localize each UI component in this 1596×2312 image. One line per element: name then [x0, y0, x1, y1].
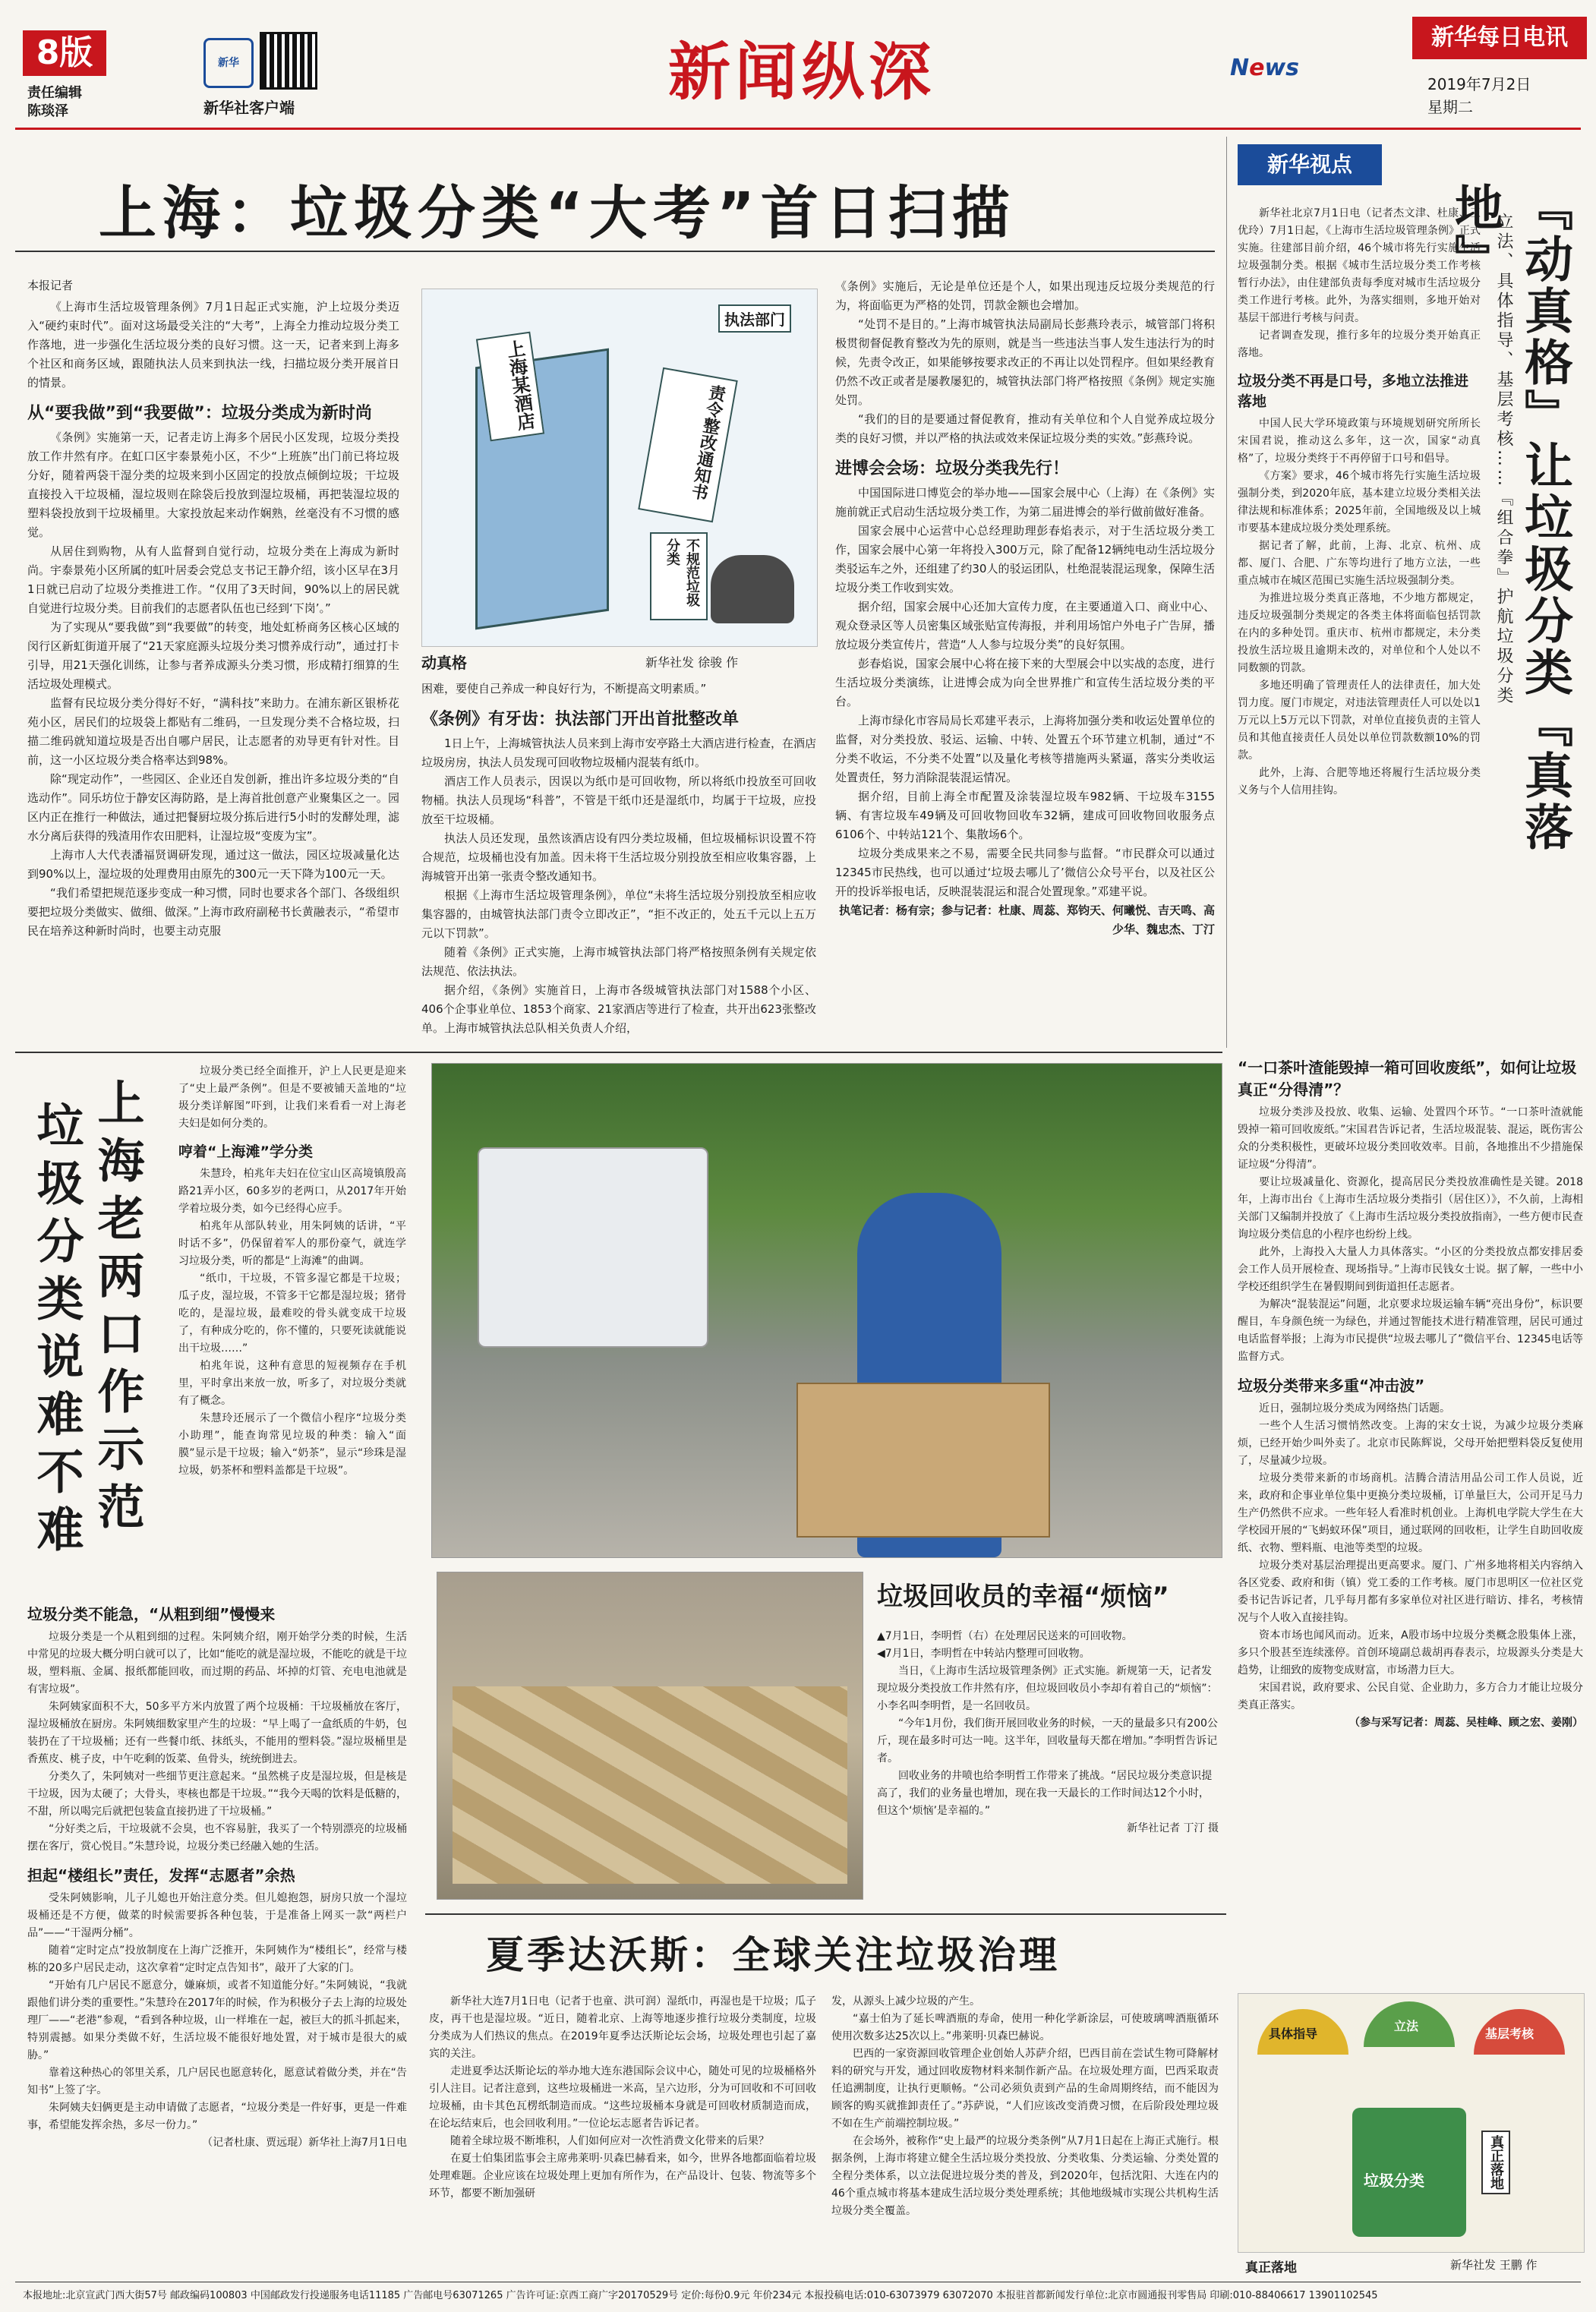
photo-credit: 新华社记者 丁汀 摄: [1127, 1822, 1219, 1834]
paragraph: “处罚不是目的。”上海市城管执法局副局长彭燕玲表示，城管部门将积极贯彻督促教育整改为先的原则，就是当一些违法当事人发生违法行为的时候，先责令改正，如果能够按要求改正的不再让以处罚程序。但如果经教育仍然不改正或者是屡教屡犯的，城管执法部门将严格按照《条例》规定实施处罚。: [835, 317, 1215, 407]
paragraph: 国家会展中心运营中心总经理助理彭春焰表示，对于生活垃圾分类工作，国家会展中心第一年将投入300万元，除了配备12辆纯电动生活垃圾分类驳运车之外，还组建了约30人的驳运团队，杜绝混装混运现象，保障生活垃圾分类工作收到实效。: [835, 524, 1215, 595]
truck-shape: [478, 1147, 708, 1348]
paragraph: 柏兆年从部队转业，用朱阿姨的话讲，“平时话不多”，仍保留着军人的那份豪气，就连学习垃圾分类，听的都是“上海滩”的曲调。: [178, 1220, 406, 1267]
paragraph: 随着《条例》正式实施，上海市城管执法部门将严格按照条例有关规定依法规范、依法执法。: [421, 945, 816, 978]
subheading: “一口茶叶渣能毁掉一箱可回收废纸”，如何让垃圾真正“分得清”？: [1238, 1058, 1577, 1099]
enforcement-label: 执法部门: [718, 304, 791, 333]
paragraph: 近日，强制垃圾分类成为网络热门话题。: [1259, 1402, 1450, 1415]
photo-caption-5: 回收业务的井喷也给李明哲工作带来了挑战。“居民垃圾分类意识提高了，我们的业务量也增加，现在我一天最长的工作时间达12个小时，但这个‘烦恼’是幸福的。”: [877, 1770, 1213, 1817]
hotel-sign: 上海某酒店: [476, 332, 544, 442]
paragraph: 监督有民垃圾分类分得好不好，“满科技”来助力。在浦东新区银桥花苑小区，居民们的垃圾袋上都贴有二维码，一旦发现分类不合格垃圾，扫描二维码就知道垃圾是否出自哪户居民，让志愿者的劝导更有针对性。目前，这一小区垃圾分类合格率达到98%。: [27, 696, 399, 767]
paragraph: 《条例》实施后，无论是单位还是个人，如果出现违反垃圾分类规范的行为，将面临更为严格的处罚，罚款金额也会增加。: [835, 279, 1215, 312]
headline-rule: [15, 251, 1215, 252]
photo-caption-2: ◀7月1日，李明哲在中转站内整理可回收物。: [877, 1648, 1090, 1660]
paragraph: 记者调查发现，推行多年的垃圾分类开始真正落地。: [1238, 330, 1481, 359]
photo-caption-1: ▲7月1日，李明哲（右）在处理居民送来的可回收物。: [877, 1630, 1133, 1642]
photo-caption-4: “今年1月份，我们街开展回收业务的时候，一天的量最多只有200公斤，现在最多时可达一吨。这半年，回收量每天都在增加。”李明哲告诉记者。: [877, 1717, 1218, 1765]
issue-weekday: 星期二: [1427, 98, 1473, 116]
page-number-badge: [23, 30, 106, 76]
masthead: [0, 0, 1596, 129]
paragraph: 走进夏季达沃斯论坛的举办地大连东港国际会议中心，随处可见的垃圾桶格外引人注目。记者注意到，这些垃圾桶进一米高，呈六边形，分为可回收和不可回收垃圾桶，由卡其色瓦楞纸制造而成。“这些垃圾桶本身就是可回收材质制造而成，在论坛结束后，也会回收利用。”一位论坛志愿者告诉记者。: [429, 2065, 816, 2130]
vertical-title: 『动真格』让垃圾分类『真落地』: [1446, 182, 1573, 853]
client-label: 新华社客户端: [203, 99, 295, 117]
cartoon-credit: 新华社发 徐骏 作: [645, 655, 739, 670]
paragraph: 中国人民大学环境政策与环境规划研究所所长宋国君说，推动这么多年，这一次，国家“动真格”了，垃圾分类终于不再停留于口号和倡导。: [1238, 418, 1481, 465]
paragraph: 困难，要使自己养成一种良好行为，不断提高文明素质。”: [421, 682, 707, 695]
notice-paper: 责令整改通知书: [638, 367, 737, 522]
cartoon2-credit: 新华社发 王鹏 作: [1450, 2258, 1538, 2272]
footer-text: 本报地址:北京宣武门西大街57号 邮政编码100803 中国邮政发行投递服务电话11185 广告邮电号63071265 广告许可证:京西工商广字20170529号 定价:每份0.9元 年价234元 本报投稿电话:010-63073979 63072070 本报驻首都新闻发行单位:北京市圆通报刊零售局 印刷:010-88406617 13901102545: [23, 2290, 1378, 2301]
column-divider: [1226, 137, 1227, 1048]
story-credit: （记者杜康、贾远琨）新华社上海7月1日电: [202, 2137, 407, 2149]
paragraph: 多地还明确了管理责任人的法律责任，加大处罚力度。厦门市规定，对违法管理责任人可以处以1万元以上5万元以下罚款，对单位直接负责的主管人员和其他直接责任人员处以单位罚款数额10%的罚款。: [1238, 680, 1481, 762]
paragraph: 据介绍，目前上海全市配置及涂装湿垃圾车982辆、干垃圾车3155辆、有害垃圾车49辆及可回收物回收车32辆，建成可回收物回收服务点6106个、中转站121个、集散场6个。: [835, 790, 1215, 841]
main-headline: 上海：垃圾分类“大考”首日扫描: [99, 179, 1016, 247]
story-vertical-title-1: 上海老两口作示范: [90, 1078, 145, 1540]
paragraph: 新华社大连7月1日电（记者于也童、洪可润）湿纸巾，再湿也是干垃圾；瓜子皮，再干也是湿垃圾。“近日，随着北京、上海等地逐步推行垃圾分类制度，垃圾分类成为人们热议的焦点。在2019年夏季达沃斯论坛会场，垃圾处理也引起了嘉宾的关注。: [429, 1995, 816, 2060]
photo-secondary: [437, 1572, 863, 1900]
paper-name: 新华每日电讯: [1431, 24, 1568, 51]
paragraph: “嘉士伯为了延长啤酒瓶的寿命，使用一种化学新涂层，可使玻璃啤酒瓶循环使用次数多达25次以上。”弗莱明·贝森巴赫说。: [831, 2013, 1219, 2042]
paragraph: 垃圾分类成果来之不易，需要全民共同参与监督。“市民群众可以通过12345市民热线，也可以通过‘垃圾去哪儿了’微信公众号平台，以及社区公开的投诉举报电话，反映混装混运和混合处置现象。”邓建平说。: [835, 847, 1215, 898]
paragraph: 垃圾分类是一个从粗到细的过程。朱阿姨介绍，刚开始学分类的时候，生活中常见的垃圾大概分明白就可以了，比如“能吃的就是湿垃圾，不能吃的就是干垃圾，塑料瓶、金属、报纸都能回收，而过期的药品、坏掉的灯管、充电电池就是有害垃圾”。: [27, 1631, 407, 1695]
paragraph: 《方案》要求，46个城市将先行实施生活垃圾强制分类，到2020年底，基本建立垃圾分类相关法律法规和标准体系；2025年前，全国地级及以上城市要基本建成垃圾分类处理系统。: [1238, 470, 1481, 535]
paragraph: 受朱阿姨影响，儿子儿媳也开始注意分类。但儿媳抱怨，厨房只放一个湿垃圾桶还是不方便，做菜的时候需要拆各种包装，于是准备上网买一款“两栏户品”——“干湿两分桶”。: [27, 1892, 407, 1939]
paragraph: 为推进垃圾分类真正落地，不少地方都规定，违反垃圾强制分类规定的各类主体将面临包括罚款在内的多种处罚。重庆市、杭州市都规定，未分类投放生活垃圾且逾期未改的，对单位和个人处以不同数额的罚款。: [1238, 592, 1481, 674]
paragraph: 中国国际进口博览会的举办地——国家会展中心（上海）在《条例》实施前就正式启动生活垃圾分类工作，为第二届进博会的举行做前做好准备。: [835, 486, 1215, 519]
column-name: 新华视点: [1266, 152, 1352, 177]
paragraph: 在夏士伯集团监事会主席弗莱明·贝森巴赫看来，如今，世界各地都面临着垃圾处理难题。企业应该在垃圾处理上更加有所作为，在产品设计、包装、物流等多个环节，都要不断加强研: [429, 2153, 816, 2200]
paragraph: 酒店工作人员表示，因误以为纸巾是可回收物，所以将纸巾投放至可回收物桶。执法人员现场“科普”，不管是干纸巾还是湿纸巾，均属于干垃圾，应投放至干垃圾桶。: [421, 774, 816, 826]
qr-code-icon: [262, 34, 315, 87]
story-bottom: [27, 1594, 407, 2263]
paragraph: 据介绍，《条例》实施首日，上海市各级城管执法部门对1588个小区、406个企事业单位、1853个商家、21家酒店等进行了检查，共开出623张整改单。上海市城管执法总队相关负责人介绍，: [421, 983, 816, 1035]
parachute-1-label: 具体指导: [1269, 2027, 1318, 2041]
story-vertical-title-2: 垃圾分类说难不难: [29, 1101, 84, 1563]
paragraph: 上海市人大代表潘福贤调研发现，通过这一做法，园区垃圾减量化达到90%以上，湿垃圾的处理费用由原先的300元一天下降为100元一天。: [27, 848, 399, 881]
byline: 本报记者: [27, 279, 74, 292]
summer-column-2: [831, 1993, 1219, 2259]
garbage-bags: [711, 555, 794, 623]
paragraph: 执法人员还发现，虽然该酒店设有四分类垃圾桶，但垃圾桶标识设置不符合规范，垃圾桶也没有加盖。因未将干生活垃圾分别投放至相应收集容器，上海城管开出第一张责令整改通知书。: [421, 831, 816, 883]
paragraph: “纸巾，干垃圾，不管多湿它都是干垃圾；瓜子皮，湿垃圾，不管多干它都是湿垃圾；猪骨吃的，是湿垃圾，最难咬的骨头就变成干垃圾了，有种成分吃的，你不懂的，只要死读就能说出干垃圾……”: [178, 1273, 406, 1355]
issue-date: 2019年7月2日: [1427, 75, 1531, 93]
paragraph: 垃圾分类带来新的市场商机。洁腾合清洁用品公司工作人员说，近来，政府和企事业单位集中更换分类垃圾桶，订单量巨大，公司开足马力生产仍然供不应求。一些年轻人看准时机创业。上海机电学院大学生在大学校园开展的“飞蚂蚁环保”项目，通过联网的回收柜，让学生自助回收废纸、衣物、塑料瓶、电池等类型的垃圾。: [1238, 1472, 1583, 1554]
column-2: [421, 680, 816, 1036]
paragraph: “开始有几户居民不愿意分，嫌麻烦，或者不知道能分好。”朱阿姨说，“我就跟他们讲分类的重要性。”朱慧玲在2017年的时候，作为积极分子去上海的垃圾处理厂——“老港”参观，“看到各种垃圾，山一样堆在一起，被巨大的抓斗抓起来，特别震撼。如果分类做不好，生活垃圾不能很好地处置，对于城市是很大的威胁。”: [27, 1979, 407, 2061]
parachute-cartoon: [1238, 1993, 1585, 2253]
paragraph: 朱慧玲，柏兆年夫妇在位宝山区高境镇殷高路21弄小区，60多岁的老两口，从2017年开始学着垃圾分类，如今已经得心应手。: [178, 1168, 406, 1215]
subheading: 哼着“上海滩”学分类: [178, 1143, 313, 1160]
cartoon2-caption: 真正落地: [1245, 2260, 1297, 2276]
photo-caption-block: [877, 1576, 1219, 1902]
paragraph: 靠着这种热心的邻里关系，几户居民也愿意转化，愿意试着做分类，并在“告知书”上签了字。: [27, 2067, 407, 2096]
paragraph: 垃圾分类涉及投放、收集、运输、处置四个环节。“一口茶叶渣就能毁掉一箱可回收废纸。”宋国君告诉记者，生活垃圾混装、混运，既伤害公众的分类积极性，更破坏垃圾分类回收效率。目前，各地推出不少措施保证垃圾“分得清”。: [1238, 1106, 1583, 1171]
paper-name-badge: [1412, 17, 1587, 59]
paragraph: 据介绍，国家会展中心还加大宣传力度，在主要通道入口、商业中心、观众登录区等人员密集区域张贴宣传海报，并利用场馆户外电子广告屏，播放垃圾分类宣传片，营造“人人参与垃圾分类”的良好氛围。: [835, 600, 1215, 651]
subheading: 垃圾分类不能急，“从粗到细”慢慢来: [27, 1605, 276, 1623]
paragraph: 此外，上海投入大量人力具体落实。“小区的分类投放点都安排居委会工作人员开展检查、现场指导。”上海市民钱女士说。据了解，一些中小学校还组织学生在暑假期间到街道担任志愿者。: [1238, 1246, 1583, 1293]
xinhua-logo-icon: 新华: [203, 38, 254, 88]
section-title: 新闻纵深: [668, 36, 936, 109]
paragraph: 随着“定时定点”投放制度在上海广泛推开，朱阿姨作为“楼组长”，经常与楼栋的20多户居民走动，这次拿着“定时定点告知书”，敲开了大家的门。: [27, 1945, 407, 1974]
paragraph: 朱慧玲还展示了一个微信小程序“垃圾分类小助理”，能查询常见垃圾的种类：输入“面膜”显示是干垃圾；输入“奶茶”，显示“珍珠是湿垃圾，奶茶杯和塑料盖都是干垃圾”。: [178, 1412, 406, 1477]
page-number: 8版: [36, 33, 93, 72]
right-column-lower: [1238, 1048, 1583, 1982]
paragraph: 为解决“混装混运”问题，北京要求垃圾运输车辆“亮出身份”，标识要醒目，车身颜色统一为绿色，并通过智能技术进行精准管理，居民可通过电话监督举报；上海为市民提供“垃圾去哪儿了”微信平台、12345电话等监督方式。: [1238, 1298, 1583, 1363]
summer-column-1: [429, 1993, 816, 2259]
paragraph: 朱阿姨家面积不大，50多平方米内放置了两个垃圾桶：干垃圾桶放在客厅，湿垃圾桶放在厨房。朱阿姨细数家里产生的垃圾：“早上喝了一盒纸质的牛奶，包装扔在了干垃圾桶；还有一些餐巾纸、抹纸头，不能用的塑料袋。”湿垃圾桶里是香蕉皮、桃子皮，中午吃剩的饭菜、鱼骨头，统统倒进去。: [27, 1701, 407, 1765]
section-rule: [15, 1052, 1222, 1053]
subheading-2: 《条例》有牙齿：执法部门开出首批整改单: [421, 710, 740, 729]
paragraph: 垃圾分类对基层治理提出更高要求。厦门、广州多地将相关内容纳入各区党委、政府和街（镇）党工委的工作考核。厦门市思明区一位社区党委书记告诉记者，几乎每月都有多家单位对社区进行暗访、排名，考核情况与个人收入直接挂钩。: [1238, 1560, 1583, 1624]
writers-line: 执笔记者：杨有宗；参与记者：杜康、周蕊、郑钧天、何曦悦、吉天鸣、高少华、魏忠杰、丁汀: [838, 904, 1215, 936]
parachute-3-label: 基层考核: [1485, 2027, 1534, 2041]
photo-title: 垃圾回收员的幸福“烦恼”: [877, 1582, 1169, 1612]
parachute-2-label: 立法: [1394, 2019, 1419, 2033]
paragraph: 分类久了，朱阿姨对一些细节更注意起来。“虽然桃子皮是湿垃圾，但是核是干垃圾，因为太硬了；大骨头，枣核也都是干垃圾。”“我今天喝的饮料是低糖的，不甜，所以喝完后就把包装盒直接扔进了干垃圾桶。”: [27, 1771, 407, 1818]
paragraph: 朱阿姨夫妇俩更是主动申请做了志愿者，“垃圾分类是一件好事，更是一件难事，希望能发挥余热，多尽一份力。”: [27, 2102, 407, 2131]
paragraph: 据记者了解，此前，上海、北京、杭州、成都、厦门、合肥、广东等均进行了地方立法，一些重点城市在城区范围已实施生活垃圾强制分类。: [1238, 540, 1481, 587]
editor-label: 责任编辑: [27, 85, 82, 101]
paragraph: 柏兆年说，这种有意思的短视频存在手机里，平时拿出来放一放，听多了，对垃圾分类就有了概念。: [178, 1360, 406, 1407]
dateline: 新华社北京7月1日电（记者杰文津、杜康、王优玲）7月1日起，《上海市生活垃圾管理条例》正式实施。往建部目前介绍，46个城市将先行实施生活垃圾强制分类。根据《城市生活垃圾分类工作考核暂行办法》，由住建部负责每季度对城市生活垃圾分类工作进行考核。此外，为落实细则，多地开始对基层干部进行考核与问责。: [1238, 207, 1481, 324]
paragraph: 一些个人生活习惯悄然改变。上海的宋女士说，为减少垃圾分类麻烦，已经开始少叫外卖了。北京市民陈辉说，父母开始把塑料袋反复使用了，尽量减少垃圾。: [1238, 1420, 1583, 1467]
cartoon-caption: 动真格: [421, 654, 467, 672]
vertical-subtitle: 立法、具体指导、基层考核……『组合拳』护航垃圾分类: [1494, 213, 1513, 706]
vertical-headline: [1446, 182, 1579, 866]
column-badge: [1238, 144, 1382, 185]
right-column: [1238, 205, 1481, 1093]
paragraph: 宋国君说，政府要求、公民自觉、企业助力，多方合力才能让垃圾分类真正落实。: [1238, 1682, 1583, 1711]
column-3: [835, 277, 1215, 1036]
garbage-sign: 不规范垃圾分类: [650, 532, 708, 620]
paragraph: 1日上午，上海城管执法人员来到上海市安亭路土大酒店进行检查，在酒店垃圾房房，执法人员发现可回收物垃圾桶内混装有纸巾。: [421, 736, 816, 769]
subheading: 担起“楼组长”责任，发挥“志愿者”余热: [27, 1866, 295, 1885]
paragraph: 为了实现从“要我做”到“我要做”的转变，地处虹桥商务区核心区域的闵行区新虹街道开展了“21天家庭源头垃圾分类习惯养成行动”，通过打卡引导，用21天强化训练，让参与者养成源头分类习惯，形成精打细算的生活垃圾处理模式。: [27, 620, 399, 691]
paragraph: 要让垃圾减量化、资源化，提高居民分类投放准确性是关键。2018年，上海市出台《上海市生活垃圾分类指引（居住区）》，不久前，上海相关部门又编制并投放了《上海市生活垃圾分类投放指南》，一些方便市民查询垃圾分类信息的小程序也纷纷上线。: [1238, 1176, 1583, 1241]
photo-main: [431, 1063, 1222, 1558]
summer-headline-rule: [425, 1913, 1226, 1915]
subheading: 垃圾分类不再是口号，多地立法推进落地: [1238, 373, 1469, 410]
paragraph: “分好类之后，干垃圾就不会臭，也不容易脏，我买了一个特别漂亮的垃圾桶摆在客厅，赏心悦目。”朱慧玲说，垃圾分类已经融入她的生活。: [27, 1823, 407, 1853]
cartoon-illustration: [421, 289, 818, 647]
paragraph: 根据《上海市生活垃圾管理条例》，单位“未将生活垃圾分别投放至相应收集容器的，由城管执法部门责令立即改正”，“拒不改正的，处五千元以上五万元以下罚款”。: [421, 888, 816, 940]
paragraph: 在会场外，被称作“史上最严的垃圾分类条例”从7月1日起在上海正式施行。根据条例，上海市将建立健全生活垃圾分类投放、分类收集、分类运输、分类处置的全程分类体系，以立法促进垃圾分类的普及，到2020年，包括沈阳、大连在内的46个重点城市将基本建成生活垃圾分类处理系统；其他地级城市实现公共机构生活垃圾分类全覆盖。: [831, 2135, 1219, 2217]
photo-caption-3: 当日，《上海市生活垃圾管理条例》正式实施。新规第一天，记者发现垃圾分类投放工作井然有序，但垃圾回收员小李却有着自己的“烦恼”：小李名叫李明哲，是一名回收员。: [877, 1665, 1218, 1712]
writers-line: （参与采写记者：周蕊、吴桂峰、顾之宏、姜刚）: [1349, 1717, 1583, 1729]
paragraph: 彭春焰说，国家会展中心将在接下来的大型展会中以实战的态度，进行生活垃圾分类演练，让进博会成为向全世界推广和宣传生活垃圾分类的平台。: [835, 657, 1215, 708]
paragraph: 除“现定动作”，一些园区、企业还自发创新，推出许多垃圾分类的“自选动作”。同乐坊位于静安区海防路，是上海首批创意产业聚集区之一。园区内正在推行一种做法，通过把餐厨垃圾分拣后进行5小时的发酵处理，滤水分离后获得的残渣用作农田肥料，让湿垃圾“变废为宝”。: [27, 772, 399, 843]
summer-headline: 夏季达沃斯：全球关注垃圾治理: [486, 1933, 1060, 1977]
bin-side-label: 真正落地: [1481, 2131, 1510, 2194]
paragraph: 《条例》实施第一天，记者走访上海多个居民小区发现，垃圾分类投放工作井然有序。在虹口区宇泰景苑小区，不少“上班族”出门前已将垃圾分好，随着两袋干湿分类的垃圾来到小区固定的投放点倾倒垃圾；干垃圾直接投入干垃圾桶，湿垃圾则在除袋后投放到湿垃圾桶，再把装湿垃圾的塑料袋投放到干垃圾桶里。大家投放起来动作娴熟，丝毫没有不习惯的感觉。: [27, 431, 399, 539]
paragraph: 上海市绿化市容局局长邓建平表示，上海将加强分类和收运处置单位的监督，对分类投放、驳运、运输、中转、处置五个环节建立机制，通过“不分类不收运，不分类不处置”以及量化考核等措施两头紧逼，落实分类收运处置责任，努力消除混装混运情况。: [835, 714, 1215, 784]
news-logo-icon: News: [1230, 55, 1300, 81]
paragraph: “我们的目的是要通过督促教育，推动有关单位和个人自觉养成垃圾分类的良好习惯，并以严格的执法或效来保证垃圾分类的实效。”彭燕玲说。: [835, 412, 1215, 445]
masthead-rule: [15, 128, 1581, 130]
paragraph: 资本市场也闻风而动。近来，A股市场中垃圾分类概念股集体上涨，多只个股甚至连续涨停。首创环境副总裁胡再春表示，垃圾源头分类是大趋势，让细致的废物变成财富，市场潜力巨大。: [1238, 1629, 1583, 1676]
bin-label: 垃圾分类: [1364, 2172, 1424, 2190]
editor-name: 陈琰泽: [27, 103, 68, 119]
paragraph: 发，从源头上减少垃圾的产生。: [831, 1995, 980, 2008]
article-intro: 《上海市生活垃圾管理条例》7月1日起正式实施，沪上垃圾分类迈入“硬约束时代”。面对这场最受关注的“大考”，上海全力推动垃圾分类工作落地，进一步强化生活垃圾分类的良好习惯。这一天，记者来到上海多个社区和商务区域，跟随执法人员来到执法一线，扫描垃圾分类开展首日的情景。: [27, 300, 399, 390]
subheading-1: 从“要我做”到“我要做”：垃圾分类成为新时尚: [27, 404, 372, 423]
paragraph: 从居住到购物，从有人监督到自觉行动，垃圾分类在上海成为新时尚。宇泰景苑小区所属的虹叶居委会党总支书记王静介绍，该小区早在3月1日就已启动了垃圾分类推进工作。“仅用了3天时间，90%以上的居民就自觉进行垃圾分类。目前我们的志愿者队伍也已经到‘下岗’。”: [27, 544, 399, 615]
recycling-piles: [453, 1686, 847, 1884]
paragraph: 巴西的一家资源回收管理企业创始人苏萨介绍，巴西目前在尝试生物可降解材料的研究与开发，通过回收废物材料来制作新产品。在垃圾处理方面，巴西采取责任追溯制度，让执行更顺畅。“公司必须负责到产品的生命周期终结，而不能因为顾客的购买就推卸责任了。”苏萨说，“人们应该改变消费习惯，在后阶段处理垃圾不如在生产前端控制垃圾。”: [831, 2048, 1219, 2130]
cardboard-boxes: [796, 1383, 1050, 1538]
column-1: [27, 277, 399, 1036]
paragraph: “我们希望把规范逐步变成一种习惯，同时也要求各个部门、各级组织要把垃圾分类做实、做细、做深。”上海市政府副秘书长黄融表示，“希望市民在培养这种新时尚时，也要主动克服: [27, 886, 399, 938]
paragraph: 随着全球垃圾不断堆积，人们如何应对一次性消费文化带来的后果？: [450, 2135, 769, 2147]
subheading-3: 进博会会场：垃圾分类我先行！: [835, 459, 1070, 478]
story-top: [178, 1063, 406, 1594]
story-intro: 垃圾分类已经全面推开，沪上人民更是迎来了“史上最严条例”。但是不要被铺天盖地的“垃圾分类详解图”吓到，让我们来看看一对上海老夫妇是如何分类的。: [178, 1065, 406, 1130]
subheading: 垃圾分类带来多重“冲击波”: [1238, 1377, 1425, 1395]
paragraph: 此外，上海、合肥等地还将履行生活垃圾分类义务与个人信用挂钩。: [1238, 767, 1481, 796]
